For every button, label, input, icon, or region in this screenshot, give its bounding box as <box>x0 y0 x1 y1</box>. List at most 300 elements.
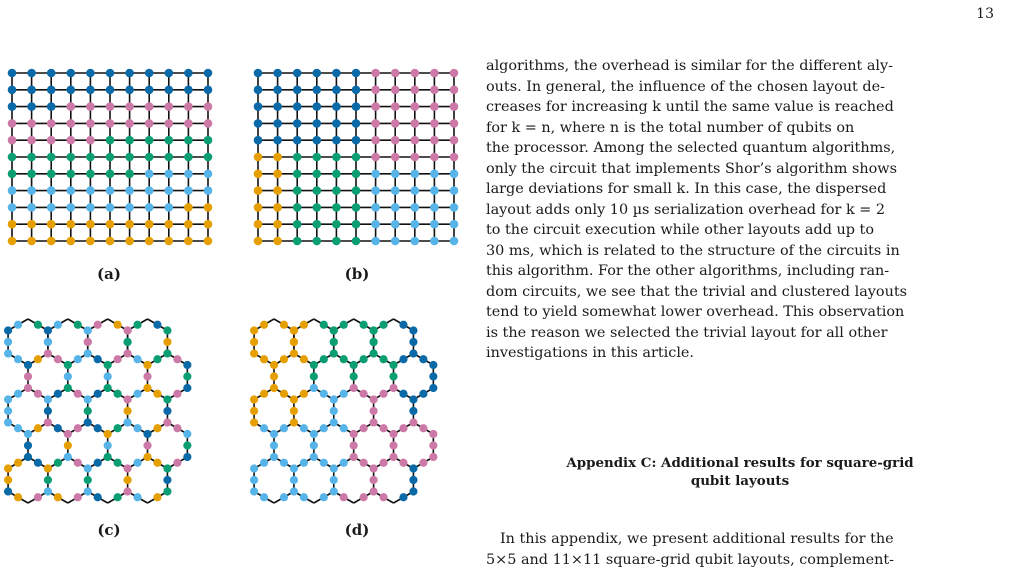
qubit-node <box>260 321 268 329</box>
qubit-node <box>389 430 397 438</box>
qubit-node <box>340 459 348 467</box>
figure-panel-a <box>0 64 224 250</box>
qubit-node <box>27 203 36 212</box>
qubit-node <box>84 338 92 346</box>
qubit-node <box>106 69 115 78</box>
qubit-node <box>106 220 115 229</box>
qubit-node <box>145 102 154 111</box>
qubit-node <box>273 237 282 246</box>
qubit-node <box>371 69 380 78</box>
qubit-node <box>84 326 92 334</box>
qubit-node <box>399 424 407 432</box>
qubit-node <box>47 119 56 128</box>
qubit-node <box>173 355 181 363</box>
qubit-node <box>391 102 400 111</box>
qubit-node <box>260 390 268 398</box>
qubit-node <box>165 237 174 246</box>
qubit-node <box>114 459 122 467</box>
qubit-node <box>133 321 141 329</box>
qubit-node <box>450 203 459 212</box>
qubit-node <box>430 119 439 128</box>
qubit-node <box>340 355 348 363</box>
qubit-node <box>14 321 22 329</box>
qubit-node <box>250 464 258 472</box>
qubit-node <box>133 493 141 501</box>
qubit-node <box>145 237 154 246</box>
qubit-node <box>313 237 322 246</box>
qubit-node <box>369 349 377 357</box>
qubit-node <box>145 69 154 78</box>
qubit-node <box>250 487 258 495</box>
qubit-node <box>204 186 213 195</box>
paragraph-layout-overhead: algorithms, the overhead is similar for the different aly- outs. In general, the influence of the chosen layout de- creases for increasing k until the same value is reached for k = n, where n is the total number of qubits on the processor. Among the selected quantum algorithms, only the circuit that implements Shor’s algorithm shows large deviations for small k. In this case, the dispersed layout adds only 10 µs serialization overhead for k = 2 to the circuit execution while other layouts add up to 30 ms, which is related to the structure of the circuits in this algorithm. For the other algorithms, including ran- dom circuits, we see that the trivial and clustered layouts tend to yield somewhat lower overhead. This observation is the reason we selected the trivial layout for all other investigations in this article. <box>486 58 908 361</box>
qubit-node <box>204 170 213 179</box>
qubit-node <box>270 441 278 449</box>
qubit-node <box>47 86 56 95</box>
qubit-node <box>165 170 174 179</box>
qubit-node <box>429 384 437 392</box>
qubit-node <box>352 119 361 128</box>
qubit-node <box>67 153 76 162</box>
qubit-node <box>250 476 258 484</box>
qubit-node <box>184 153 193 162</box>
qubit-node <box>106 237 115 246</box>
qubit-node <box>352 69 361 78</box>
qubit-node <box>123 338 131 346</box>
qubit-node <box>106 136 115 145</box>
qubit-node <box>330 395 338 403</box>
qubit-node <box>254 220 263 229</box>
qubit-node <box>145 170 154 179</box>
paragraph-appendix-intro: In this appendix, we present additional results for the 5×5 and 11×11 square-grid qubit layouts, complement- <box>486 531 895 568</box>
qubit-node <box>369 395 377 403</box>
qubit-node <box>389 441 397 449</box>
qubit-node <box>332 69 341 78</box>
qubit-node <box>330 476 338 484</box>
qubit-node <box>123 418 131 426</box>
qubit-node <box>47 153 56 162</box>
qubit-node <box>184 220 193 229</box>
qubit-node <box>310 441 318 449</box>
qubit-node <box>332 170 341 179</box>
qubit-node <box>74 321 82 329</box>
qubit-node <box>125 86 134 95</box>
qubit-node <box>430 203 439 212</box>
qubit-node <box>273 136 282 145</box>
qubit-node <box>86 203 95 212</box>
qubit-node <box>165 86 174 95</box>
qubit-node <box>369 476 377 484</box>
qubit-node <box>419 390 427 398</box>
qubit-node <box>360 390 368 398</box>
qubit-node <box>293 203 302 212</box>
qubit-node <box>204 220 213 229</box>
qubit-node <box>8 136 17 145</box>
qubit-node <box>44 395 52 403</box>
qubit-node <box>4 418 12 426</box>
qubit-node <box>163 487 171 495</box>
qubit-node <box>133 424 141 432</box>
qubit-node <box>54 424 62 432</box>
qubit-node <box>350 453 358 461</box>
qubit-node <box>165 136 174 145</box>
qubit-node <box>123 349 131 357</box>
qubit-node <box>94 424 102 432</box>
qubit-node <box>84 395 92 403</box>
qubit-node <box>419 355 427 363</box>
qubit-node <box>145 119 154 128</box>
qubit-node <box>84 407 92 415</box>
qubit-node <box>310 384 318 392</box>
qubit-node <box>24 453 32 461</box>
qubit-node <box>183 372 191 380</box>
qubit-node <box>371 119 380 128</box>
qubit-node <box>184 102 193 111</box>
qubit-node <box>54 321 62 329</box>
qubit-node <box>280 321 288 329</box>
qubit-node <box>409 487 417 495</box>
qubit-node <box>419 459 427 467</box>
qubit-node <box>273 119 282 128</box>
qubit-node <box>352 170 361 179</box>
qubit-node <box>273 203 282 212</box>
qubit-node <box>369 464 377 472</box>
qubit-node <box>313 203 322 212</box>
qubit-node <box>24 430 32 438</box>
qubit-node <box>67 136 76 145</box>
qubit-node <box>371 186 380 195</box>
qubit-node <box>429 441 437 449</box>
body-text-column <box>486 56 994 364</box>
qubit-node <box>183 441 191 449</box>
qubit-node <box>106 119 115 128</box>
qubit-node <box>313 119 322 128</box>
qubit-node <box>391 170 400 179</box>
qubit-node <box>300 390 308 398</box>
qubit-node <box>330 407 338 415</box>
qubit-node <box>293 237 302 246</box>
qubit-node <box>409 338 417 346</box>
qubit-node <box>44 326 52 334</box>
qubit-node <box>293 153 302 162</box>
qubit-node <box>4 395 12 403</box>
qubit-node <box>313 136 322 145</box>
qubit-node <box>165 220 174 229</box>
qubit-node <box>184 119 193 128</box>
qubit-node <box>391 86 400 95</box>
qubit-node <box>106 153 115 162</box>
qubit-node <box>153 355 161 363</box>
qubit-node <box>330 487 338 495</box>
qubit-node <box>67 203 76 212</box>
qubit-node <box>204 136 213 145</box>
qubit-node <box>27 220 36 229</box>
panel-label-a: (a) <box>97 265 121 283</box>
figure-panel-b <box>246 64 470 250</box>
qubit-node <box>411 136 420 145</box>
qubit-node <box>104 453 112 461</box>
qubit-node <box>332 203 341 212</box>
qubit-node <box>44 487 52 495</box>
qubit-node <box>369 326 377 334</box>
qubit-node <box>270 361 278 369</box>
qubit-node <box>313 220 322 229</box>
qubit-node <box>429 361 437 369</box>
qubit-node <box>430 153 439 162</box>
qubit-node <box>67 119 76 128</box>
qubit-node <box>360 459 368 467</box>
qubit-node <box>184 203 193 212</box>
qubit-node <box>254 203 263 212</box>
qubit-node <box>330 349 338 357</box>
qubit-node <box>106 86 115 95</box>
qubit-node <box>183 453 191 461</box>
qubit-node <box>320 355 328 363</box>
qubit-node <box>411 203 420 212</box>
qubit-node <box>320 493 328 501</box>
qubit-node <box>8 119 17 128</box>
qubit-node <box>106 170 115 179</box>
qubit-node <box>391 237 400 246</box>
qubit-node <box>290 418 298 426</box>
qubit-node <box>350 441 358 449</box>
qubit-node <box>352 136 361 145</box>
qubit-node <box>125 119 134 128</box>
qubit-node <box>270 453 278 461</box>
qubit-node <box>183 361 191 369</box>
qubit-node <box>450 170 459 179</box>
qubit-node <box>8 69 17 78</box>
qubit-node <box>74 390 82 398</box>
qubit-node <box>84 476 92 484</box>
qubit-node <box>34 459 42 467</box>
qubit-node <box>250 418 258 426</box>
qubit-node <box>350 384 358 392</box>
qubit-node <box>290 487 298 495</box>
qubit-node <box>74 424 82 432</box>
qubit-node <box>27 237 36 246</box>
qubit-node <box>125 186 134 195</box>
qubit-node <box>332 136 341 145</box>
qubit-node <box>145 153 154 162</box>
qubit-node <box>371 86 380 95</box>
qubit-node <box>94 459 102 467</box>
qubit-node <box>399 321 407 329</box>
qubit-node <box>153 390 161 398</box>
qubit-node <box>313 153 322 162</box>
qubit-node <box>273 186 282 195</box>
qubit-node <box>44 464 52 472</box>
qubit-node <box>340 493 348 501</box>
qubit-node <box>429 430 437 438</box>
qubit-node <box>34 493 42 501</box>
heavy-hex-layout-d <box>246 316 470 506</box>
qubit-node <box>411 153 420 162</box>
qubit-node <box>4 407 12 415</box>
qubit-node <box>27 86 36 95</box>
qubit-node <box>24 361 32 369</box>
qubit-node <box>143 361 151 369</box>
qubit-node <box>24 384 32 392</box>
qubit-node <box>84 418 92 426</box>
qubit-node <box>330 338 338 346</box>
qubit-node <box>163 476 171 484</box>
qubit-node <box>94 493 102 501</box>
qubit-node <box>409 476 417 484</box>
qubit-node <box>273 220 282 229</box>
qubit-node <box>64 361 72 369</box>
qubit-node <box>430 102 439 111</box>
qubit-node <box>54 459 62 467</box>
qubit-node <box>280 424 288 432</box>
qubit-node <box>290 395 298 403</box>
qubit-node <box>27 153 36 162</box>
qubit-node <box>310 372 318 380</box>
qubit-node <box>67 69 76 78</box>
qubit-node <box>254 153 263 162</box>
qubit-node <box>94 355 102 363</box>
qubit-node <box>300 321 308 329</box>
qubit-node <box>8 203 17 212</box>
qubit-node <box>250 349 258 357</box>
qubit-node <box>340 321 348 329</box>
qubit-node <box>125 69 134 78</box>
qubit-node <box>165 69 174 78</box>
qubit-node <box>125 136 134 145</box>
qubit-node <box>300 355 308 363</box>
qubit-node <box>371 220 380 229</box>
qubit-node <box>371 153 380 162</box>
qubit-node <box>143 384 151 392</box>
qubit-node <box>293 220 302 229</box>
qubit-node <box>123 464 131 472</box>
qubit-node <box>125 237 134 246</box>
qubit-node <box>86 86 95 95</box>
qubit-node <box>84 487 92 495</box>
qubit-node <box>153 321 161 329</box>
qubit-node <box>86 186 95 195</box>
qubit-node <box>379 459 387 467</box>
qubit-node <box>320 321 328 329</box>
qubit-node <box>8 153 17 162</box>
qubit-node <box>133 355 141 363</box>
qubit-node <box>310 453 318 461</box>
qubit-node <box>330 464 338 472</box>
qubit-node <box>114 424 122 432</box>
qubit-node <box>379 424 387 432</box>
qubit-node <box>332 102 341 111</box>
qubit-node <box>14 459 22 467</box>
qubit-node <box>104 441 112 449</box>
qubit-node <box>313 170 322 179</box>
qubit-node <box>67 86 76 95</box>
qubit-node <box>260 493 268 501</box>
qubit-node <box>8 237 17 246</box>
qubit-node <box>293 86 302 95</box>
qubit-node <box>143 430 151 438</box>
qubit-node <box>24 441 32 449</box>
qubit-node <box>352 186 361 195</box>
qubit-node <box>123 407 131 415</box>
qubit-node <box>54 390 62 398</box>
qubit-node <box>430 186 439 195</box>
qubit-node <box>67 170 76 179</box>
qubit-node <box>86 119 95 128</box>
qubit-node <box>320 390 328 398</box>
qubit-node <box>332 86 341 95</box>
qubit-node <box>84 464 92 472</box>
qubit-node <box>145 186 154 195</box>
qubit-node <box>293 186 302 195</box>
qubit-node <box>27 186 36 195</box>
qubit-node <box>300 493 308 501</box>
qubit-node <box>270 430 278 438</box>
qubit-node <box>143 441 151 449</box>
qubit-node <box>86 237 95 246</box>
qubit-node <box>350 430 358 438</box>
qubit-node <box>360 424 368 432</box>
qubit-node <box>14 424 22 432</box>
qubit-node <box>429 453 437 461</box>
qubit-node <box>250 407 258 415</box>
qubit-node <box>64 430 72 438</box>
qubit-node <box>332 119 341 128</box>
qubit-node <box>409 407 417 415</box>
qubit-node <box>163 407 171 415</box>
qubit-node <box>204 203 213 212</box>
qubit-node <box>280 390 288 398</box>
qubit-node <box>254 119 263 128</box>
qubit-node <box>409 326 417 334</box>
qubit-node <box>173 459 181 467</box>
qubit-node <box>389 372 397 380</box>
qubit-node <box>270 384 278 392</box>
qubit-node <box>450 69 459 78</box>
qubit-node <box>145 220 154 229</box>
qubit-node <box>254 102 263 111</box>
qubit-node <box>330 326 338 334</box>
qubit-node <box>310 430 318 438</box>
qubit-node <box>419 424 427 432</box>
qubit-node <box>27 102 36 111</box>
qubit-node <box>54 355 62 363</box>
panel-label-c: (c) <box>97 521 121 539</box>
qubit-node <box>184 136 193 145</box>
qubit-node <box>114 321 122 329</box>
qubit-node <box>430 170 439 179</box>
qubit-node <box>260 424 268 432</box>
qubit-node <box>34 390 42 398</box>
qubit-node <box>332 186 341 195</box>
qubit-node <box>411 119 420 128</box>
qubit-node <box>86 102 95 111</box>
qubit-node <box>27 136 36 145</box>
qubit-node <box>67 186 76 195</box>
qubit-node <box>67 220 76 229</box>
qubit-node <box>123 395 131 403</box>
qubit-node <box>430 136 439 145</box>
qubit-node <box>254 86 263 95</box>
qubit-node <box>47 186 56 195</box>
qubit-node <box>163 326 171 334</box>
qubit-node <box>391 69 400 78</box>
qubit-node <box>204 153 213 162</box>
qubit-node <box>332 220 341 229</box>
qubit-node <box>391 186 400 195</box>
qubit-node <box>340 424 348 432</box>
qubit-node <box>430 86 439 95</box>
qubit-node <box>86 220 95 229</box>
